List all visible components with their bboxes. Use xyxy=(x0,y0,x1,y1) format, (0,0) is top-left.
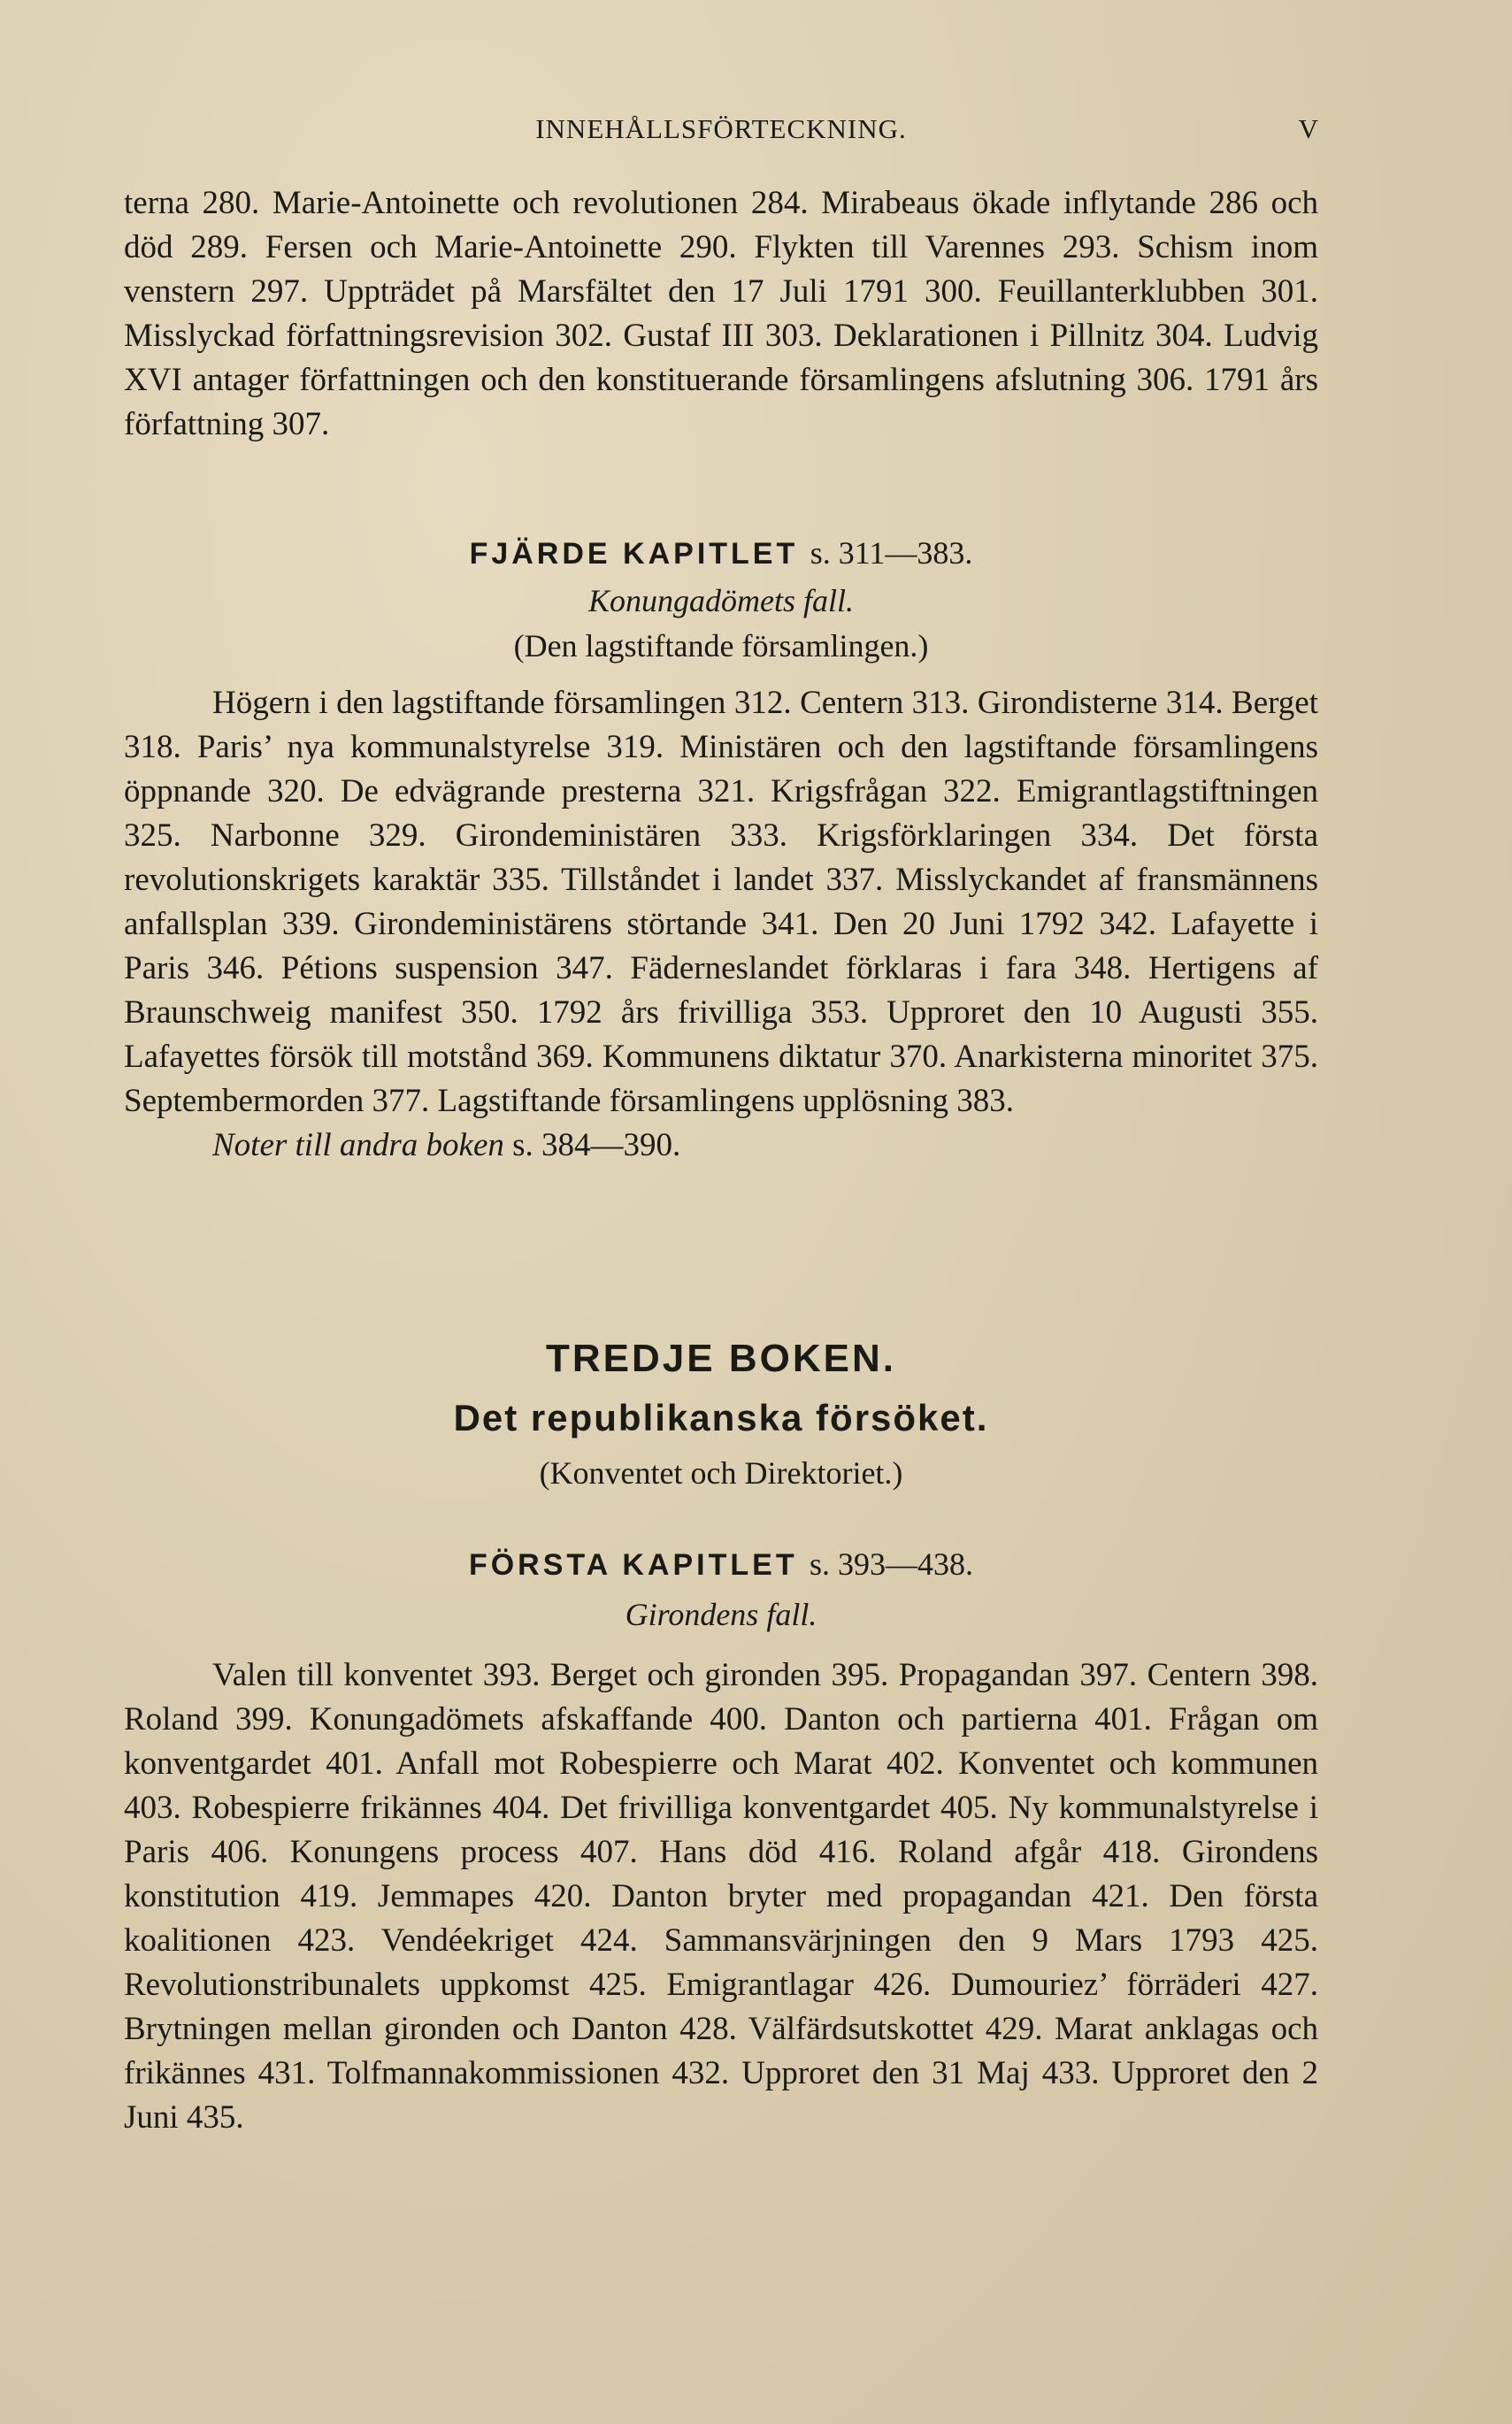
book-heading: TREDJE BOKEN. xyxy=(546,1337,896,1380)
section-continuation xyxy=(124,181,1318,447)
book-title: Det republikanska försöket. xyxy=(453,1397,989,1438)
chapter-one xyxy=(124,1539,1318,2140)
notes-title: Noter till andra boken xyxy=(212,1127,504,1163)
chapter-body: Valen till konventet 393. Berget och gironden 395. Propagandan 397. Centern 398. Roland 399. Konungadömets afskaffande 400. Danton och partierna 401. Frågan om konventgardet 401. Anfall mot Robespierre och Marat 402. Konventet och kommunen 403. Robespierre frikännes 404. Det frivilliga konventgardet 405. Ny kommunalstyrelse i Paris 406. Konungens process 407. Hans död 416. Roland afgår 418. Girondens konstitution 419. Jemmapes 420. Danton bryter med propagandan 421. Den första koalitionen 423. Vendéekriget 424. Sammansvärjningen den 9 Mars 1793 425. Revolutionstribunalets uppkomst 425. Emigrantlagar 426. Dumouriez’ förräderi 427. Brytningen mellan gironden och Danton 428. Välfärdsutskottet 429. Marat anklagas och frikännes 431. Tolfmannakommissionen 432. Upproret den 31 Maj 433. Upproret den 2 Juni 435. xyxy=(124,1657,1318,2136)
notes-line xyxy=(124,1124,1318,1168)
running-header xyxy=(124,113,1318,157)
continuation-paragraph: terna 280. Marie-Antoinette och revolutionen 284. Mirabeaus ökade inflytande 286 och död 289. Fersen och Marie-Antoinette 290. Flykten till Varennes 293. Schism inom venstern 297. Uppträdet på Marsfältet den 17 Juli 1791 300. Feuillanterklubben 301. Misslyckad författningsrevision 302. Gustaf III 303. Deklarationen i Pillnitz 304. Ludvig XVI antager författningen och den konstituerande församlingens afslutning 306. 1791 års författning 307. xyxy=(124,185,1318,442)
book-subtitle: (Konventet och Direktoriet.) xyxy=(539,1455,903,1491)
book-three xyxy=(124,1331,1318,1496)
chapter-title: Girondens fall. xyxy=(625,1597,817,1632)
chapter-subtitle: (Den lagstiftande församlingen.) xyxy=(513,628,929,664)
chapter-body: Högern i den lagstiftande församlingen 312. Centern 313. Girondisterne 314. Berget 318. Paris’ nya kommunalstyrelse 319. Ministären och den lagstiftande församlingens öppnande 320. De edvägrande presterna 321. Krigsfrågan 322. Emigrantlagstiftningen 325. Narbonne 329. Girondeministären 333. Krigsförklaringen 334. Det första revolutionskrigets karaktär 335. Tillståndet i landet 337. Misslyckandet af fransmännens anfallsplan 339. Girondeministärens störtande 341. Den 20 Juni 1792 342. Lafayette i Paris 346. Pétions suspension 347. Fäderneslandet förklaras i fara 348. Hertigens af Braunschweig manifest 350. 1792 års frivilliga 353. Upproret den 10 Augusti 355. Lafayettes försök till motstånd 369. Kommunens diktatur 370. Anarkisterna minoritet 375. Septembermorden 377. Lagstiftande församlingens upplösning 383. xyxy=(124,685,1318,1119)
chapter-pages: s. 393—438. xyxy=(810,1546,974,1582)
notes-pages: s. 384—390. xyxy=(512,1127,681,1163)
chapter-title: Konungadömets fall. xyxy=(587,583,854,618)
chapter-heading xyxy=(124,1539,1318,1590)
chapter-heading-label: FJÄRDE KAPITLET xyxy=(469,537,799,571)
page-number: V xyxy=(1298,113,1318,144)
chapter-four xyxy=(124,528,1318,1168)
chapter-pages: s. 311—383. xyxy=(810,535,973,571)
chapter-heading xyxy=(124,528,1318,579)
chapter-heading-label: FÖRSTA KAPITLET xyxy=(468,1548,798,1582)
header-title: INNEHÅLLSFÖRTECKNING. xyxy=(535,113,907,144)
